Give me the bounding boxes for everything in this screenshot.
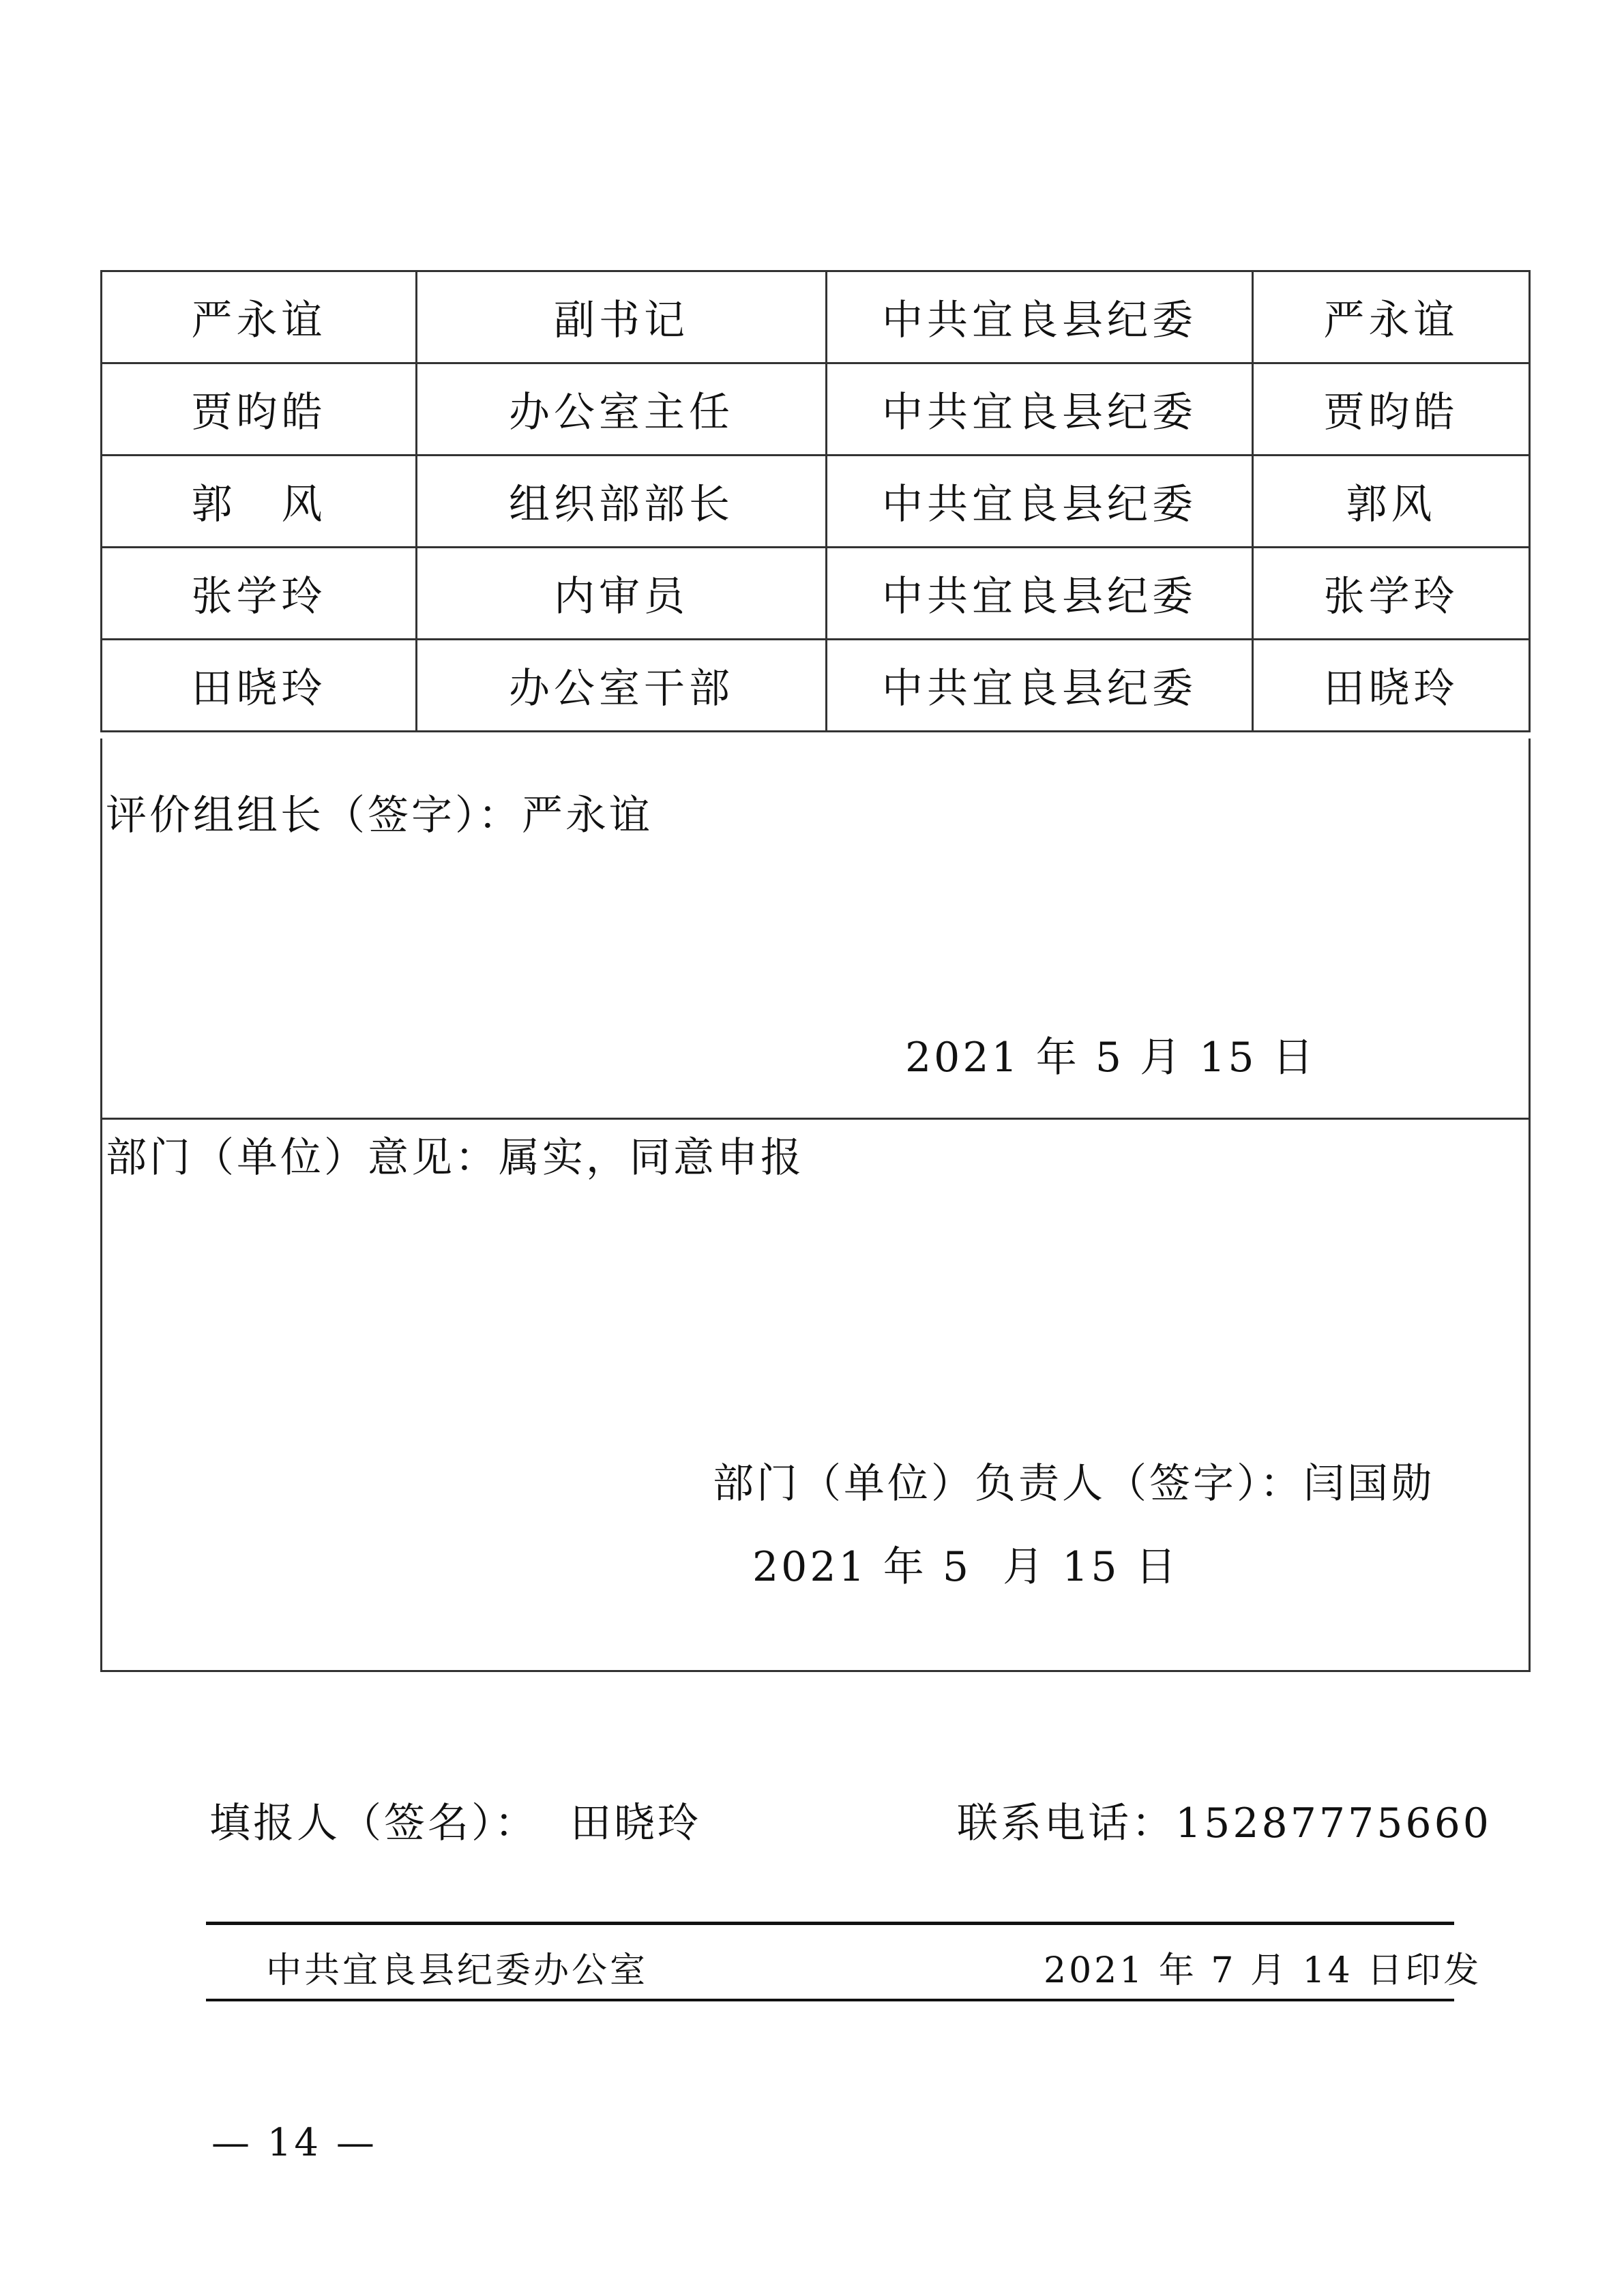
member-unit: 中共宜良县纪委	[827, 640, 1253, 732]
issuance-bottom-rule	[206, 1999, 1454, 2001]
table-row	[102, 363, 1530, 456]
table-row	[102, 271, 1530, 363]
member-title: 副书记	[417, 271, 827, 363]
member-title: 组织部部长	[417, 456, 827, 548]
member-signature: 张学玲	[1253, 548, 1530, 640]
member-unit: 中共宜良县纪委	[827, 456, 1253, 548]
leader-signature-date: 2021 年 5 月 15 日	[905, 1034, 1316, 1082]
evaluation-members-table	[100, 270, 1531, 732]
member-unit: 中共宜良县纪委	[827, 271, 1253, 363]
department-opinion-text: 部门（单位）意见：属实，同意申报	[106, 1134, 804, 1182]
member-name: 田晓玲	[102, 640, 417, 732]
member-signature: 贾昀皓	[1253, 363, 1530, 456]
member-unit: 中共宜良县纪委	[827, 548, 1253, 640]
table-row	[102, 456, 1530, 548]
member-name: 严永谊	[102, 271, 417, 363]
issuance-top-rule	[206, 1922, 1454, 1925]
department-responsible-signature: 部门（单位）负责人（签字）：闫国勋	[713, 1460, 1434, 1508]
member-title: 办公室主任	[417, 363, 827, 456]
issuance-date: 2021 年 7 月 14 日印发	[1044, 1950, 1482, 1991]
member-signature: 严永谊	[1253, 271, 1530, 363]
issuing-office: 中共宜良县纪委办公室	[266, 1950, 649, 1991]
page-number: — 14 —	[211, 2121, 377, 2165]
member-signature: 田晓玲	[1253, 640, 1530, 732]
filler-phone: 联系电话：15287775660	[957, 1800, 1492, 1847]
table-row	[102, 640, 1530, 732]
filler-label: 填报人（签名）：	[209, 1800, 538, 1847]
member-signature: 郭风	[1253, 456, 1530, 548]
department-opinion-date: 2021 年 5 月 15 日	[752, 1543, 1179, 1591]
member-name: 郭 风	[102, 456, 417, 548]
leader-signature-label: 评价组组长（签字）：严永谊	[106, 792, 653, 839]
member-title: 办公室干部	[417, 640, 827, 732]
table-row	[102, 548, 1530, 640]
filler-name: 田晓玲	[570, 1800, 701, 1847]
member-name: 贾昀皓	[102, 363, 417, 456]
member-unit: 中共宜良县纪委	[827, 363, 1253, 456]
member-title: 内审员	[417, 548, 827, 640]
member-name: 张学玲	[102, 548, 417, 640]
